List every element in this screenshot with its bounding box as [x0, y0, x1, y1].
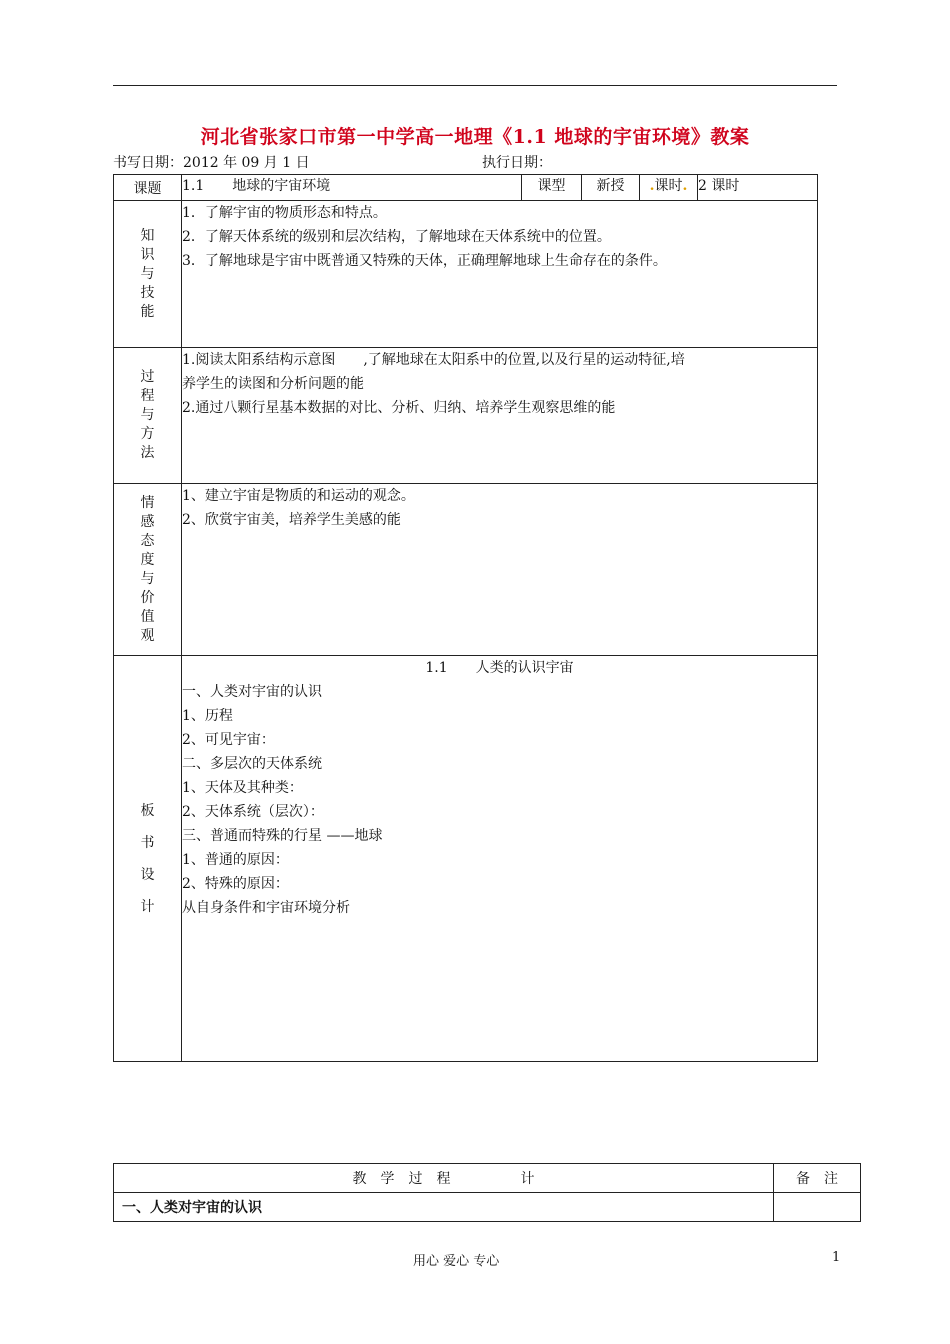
- page-number: 1: [832, 1250, 841, 1265]
- process-row: [114, 348, 818, 484]
- exec-date: 执行日期：: [482, 155, 552, 171]
- marker-dot: .: [649, 178, 655, 194]
- process-content: 1.阅读太阳系结构示意图 ,了解地球在太阳系中的位置,以及行星的运动特征,培 养学生的读图和分析问题的能 2.通过八颗行星基本数据的对比、分析、归纳、培养学生观察思维的能: [182, 348, 818, 484]
- knowledge-content: 1．了解宇宙的物质形态和特点。 2．了解天体系统的级别和层次结构，了解地球在天体系统中的位置。 3．了解地球是宇宙中既普通又特殊的天体，正确理解地球上生命存在的条件。: [182, 201, 818, 348]
- write-date: 书写日期：2012 年 09 月 1 日: [113, 155, 310, 171]
- teaching-process-table: [113, 1163, 861, 1222]
- notes-cell: [774, 1193, 861, 1222]
- notes-header: 备 注: [774, 1164, 861, 1193]
- process-label: 过 程 与 方 法: [114, 348, 182, 484]
- teaching-header: 教 学 过 程 计: [114, 1164, 774, 1193]
- document-title: 河北省张家口市第一中学高一地理《1.1 地球的宇宙环境》教案: [200, 126, 750, 148]
- type-value: 新授: [582, 175, 640, 201]
- footer-slogan: 用心 爱心 专心: [413, 1254, 500, 1269]
- teaching-row: [114, 1193, 861, 1222]
- knowledge-label: 知 识 与 技 能: [114, 201, 182, 348]
- board-heading: 1.1 人类的认识宇宙: [425, 660, 574, 676]
- board-content: 1.1 人类的认识宇宙 一、人类对宇宙的认识 1、历程 2、可见宇宙： 二、多层次的天体系统 1、天体及其种类： 2、天体系统（层次）： 三、普通而特殊的行星 ——地球 1、普通的原因： 2、特殊的原因： 从自身条件和宇宙环境分析: [182, 656, 818, 1062]
- emotion-content: 1、建立宇宙是物质的和运动的观念。 2、欣赏宇宙美，培养学生美感的能: [182, 484, 818, 656]
- emotion-row: [114, 484, 818, 656]
- board-label: 板 书 设 计: [114, 656, 182, 1062]
- hours-label: .课时.: [640, 175, 698, 201]
- knowledge-row: [114, 201, 818, 348]
- header-row: [114, 175, 818, 201]
- board-row: [114, 656, 818, 1062]
- hours-value: 2 课时: [698, 175, 818, 201]
- topic-label: 课题: [114, 175, 182, 201]
- teaching-row-text: 一、人类对宇宙的认识: [114, 1193, 774, 1222]
- marker-dot: .: [682, 178, 688, 194]
- emotion-label: 情 感 态 度 与 价 值 观: [114, 484, 182, 656]
- top-rule: [113, 85, 837, 86]
- lesson-plan-table: [113, 174, 818, 1062]
- teaching-header-row: [114, 1164, 861, 1193]
- topic-value: 1.1 地球的宇宙环境: [182, 175, 522, 201]
- type-label: 课型: [522, 175, 582, 201]
